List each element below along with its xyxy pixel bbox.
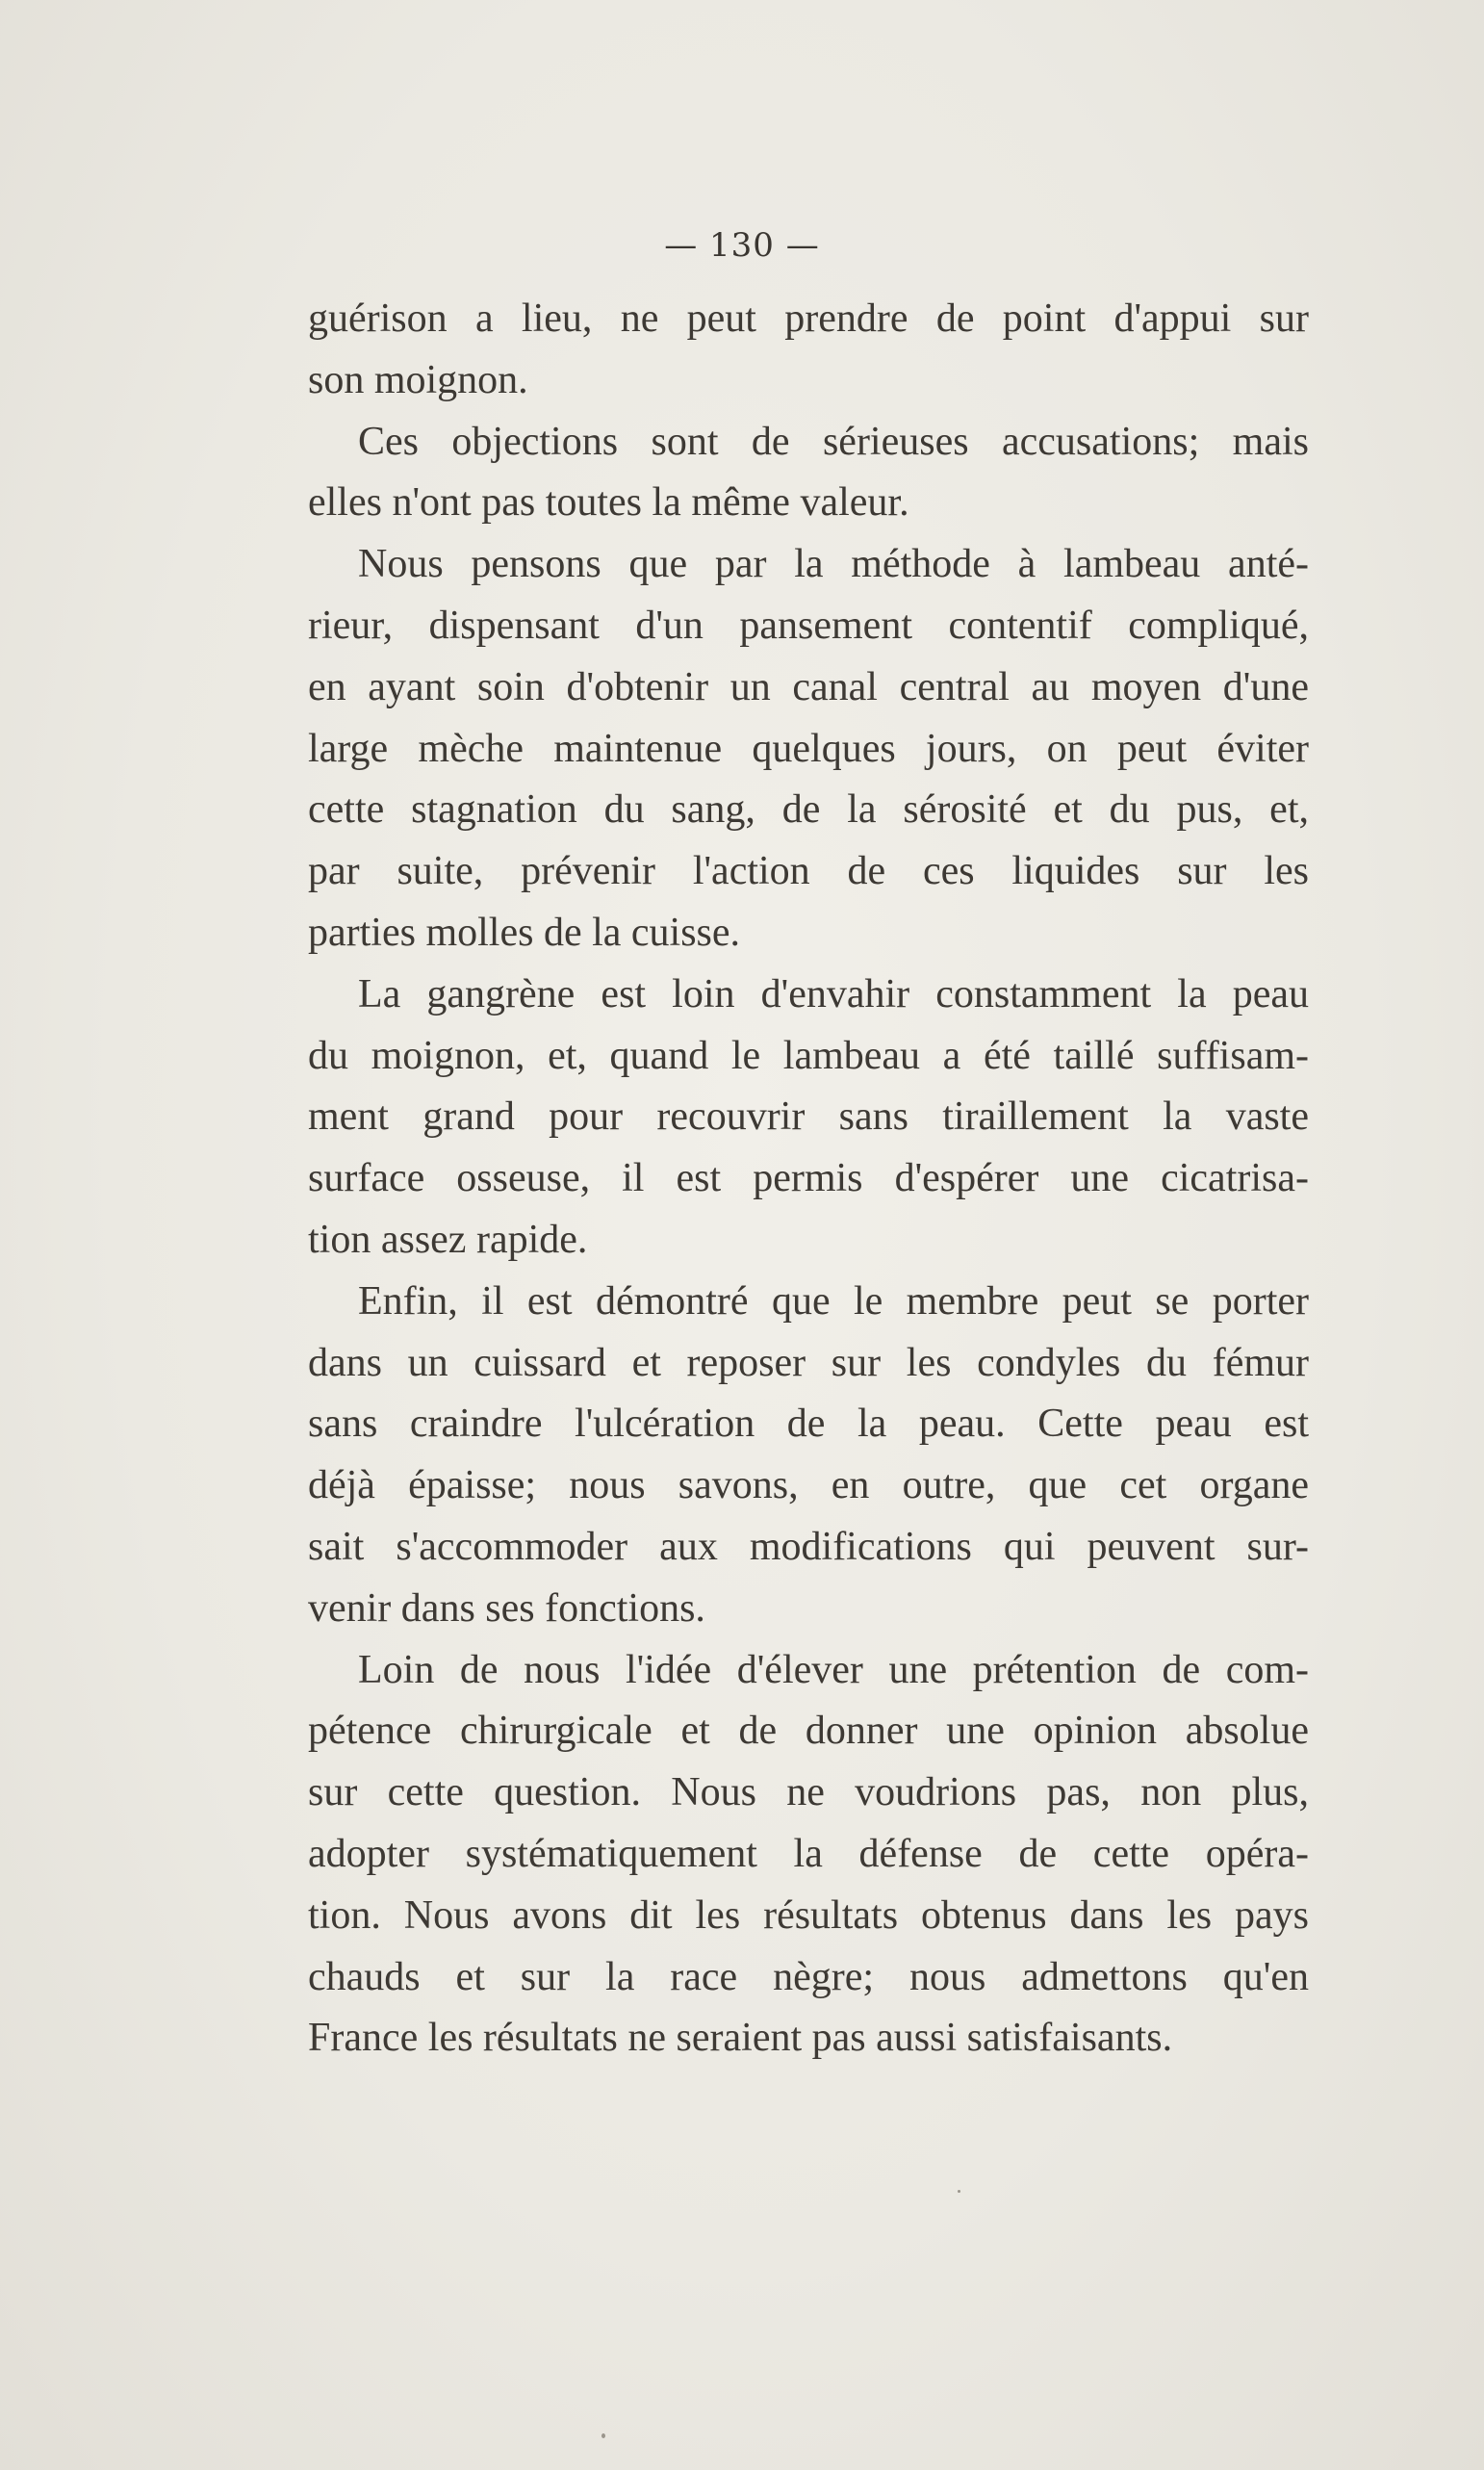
text-line: sans craindre l'ulcération de la peau. Cette peau est xyxy=(308,1402,1309,1447)
text-line: guérison a lieu, ne peut prendre de point d'appui sur xyxy=(308,296,1309,341)
text-line: France les résultats ne seraient pas aussi satisfaisants. xyxy=(308,2016,1173,2061)
text-line: sur cette question. Nous ne voudrions pas, non plus, xyxy=(308,1770,1309,1815)
text-line: par suite, prévenir l'action de ces liquides sur les xyxy=(308,849,1309,894)
text-line: Enfin, il est démontré que le membre peut se porter xyxy=(358,1278,1309,1324)
text-line: Nous pensons que par la méthode à lambeau anté- xyxy=(358,542,1309,587)
text-line: large mèche maintenue quelques jours, on peut éviter xyxy=(308,726,1309,771)
text-line: déjà épaisse; nous savons, en outre, que cet organe xyxy=(308,1463,1309,1508)
body-text xyxy=(308,289,1309,2070)
page-number: — 130 — xyxy=(664,226,820,265)
text-line: son moignon. xyxy=(308,357,528,402)
text-line: La gangrène est loin d'envahir constamment la peau xyxy=(358,971,1309,1016)
text-line: adopter systématiquement la défense de cette opéra- xyxy=(308,1831,1309,1876)
text-line: elles n'ont pas toutes la même valeur. xyxy=(308,480,909,526)
text-line: tion. Nous avons dit les résultats obtenus dans les pays xyxy=(308,1892,1309,1938)
text-line: dans un cuissard et reposer sur les condyles du fémur xyxy=(308,1340,1309,1385)
text-line: tion assez rapide. xyxy=(308,1217,588,1262)
paper-speck xyxy=(601,2433,605,2438)
text-line: ment grand pour recouvrir sans tiraillement la vaste xyxy=(308,1094,1309,1140)
text-line: Loin de nous l'idée d'élever une prétention de com- xyxy=(358,1647,1309,1692)
text-line: surface osseuse, il est permis d'espérer une cicatrisa- xyxy=(308,1156,1309,1201)
text-line: Ces objections sont de sérieuses accusations; mais xyxy=(358,419,1309,464)
text-line: cette stagnation du sang, de la sérosité et du pus, et, xyxy=(308,787,1309,833)
text-line: sait s'accommoder aux modifications qui peuvent sur- xyxy=(308,1524,1309,1569)
paper-speck xyxy=(958,2190,960,2193)
text-line: en ayant soin d'obtenir un canal central au moyen d'une xyxy=(308,664,1309,709)
text-line: pétence chirurgicale et de donner une opinion absolue xyxy=(308,1709,1309,1754)
text-line: venir dans ses fonctions. xyxy=(308,1585,705,1631)
text-line: chauds et sur la race nègre; nous admettons qu'en xyxy=(308,1954,1309,1999)
text-line: du moignon, et, quand le lambeau a été taillé suffisam- xyxy=(308,1033,1309,1078)
text-line: rieur, dispensant d'un pansement contentif compliqué, xyxy=(308,603,1309,648)
text-line: parties molles de la cuisse. xyxy=(308,910,741,955)
